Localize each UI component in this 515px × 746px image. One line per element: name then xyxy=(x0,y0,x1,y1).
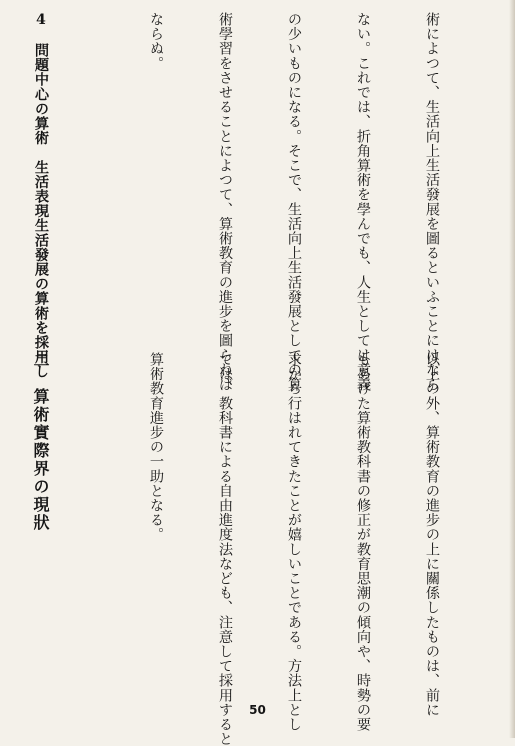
scan-edge xyxy=(509,0,515,738)
text-column: ては、教科書による自由進度法なども、注意して採用すると xyxy=(217,352,233,746)
text-column: 算術教育進步の一助となる。 xyxy=(148,352,164,542)
section-heading: 二 算術實際界の現狀 xyxy=(31,352,50,532)
text-column: の少いものになる。そこで、生活向上生活發展としての算 xyxy=(286,12,302,392)
text-column: 求から行はれてきたことが嬉しいことである。方法上とし xyxy=(286,352,302,732)
text-column: ならぬ。 xyxy=(148,12,164,71)
upper-text-block xyxy=(0,12,489,392)
subsection-heading: 4 問題中心の算術 生活表現生活發展の算術を採用し xyxy=(33,12,49,379)
text-column: 術學習をさせることによつて、算術教育の進步を圖らねば xyxy=(217,12,233,392)
text-column: 以上の外、算術教育の進步の上に關係したものは、前に xyxy=(424,352,440,717)
text-column: 術によつて、生活向上生活發展を圖るといふことにはなら xyxy=(424,12,440,392)
page-number: 50 xyxy=(249,703,266,717)
text-column: ない。これでは、折角算術を學んでも、人生としては意義 xyxy=(355,12,371,392)
text-column: もあげた算術教科書の修正が教育思潮の傾向や、時勢の要 xyxy=(355,352,371,732)
